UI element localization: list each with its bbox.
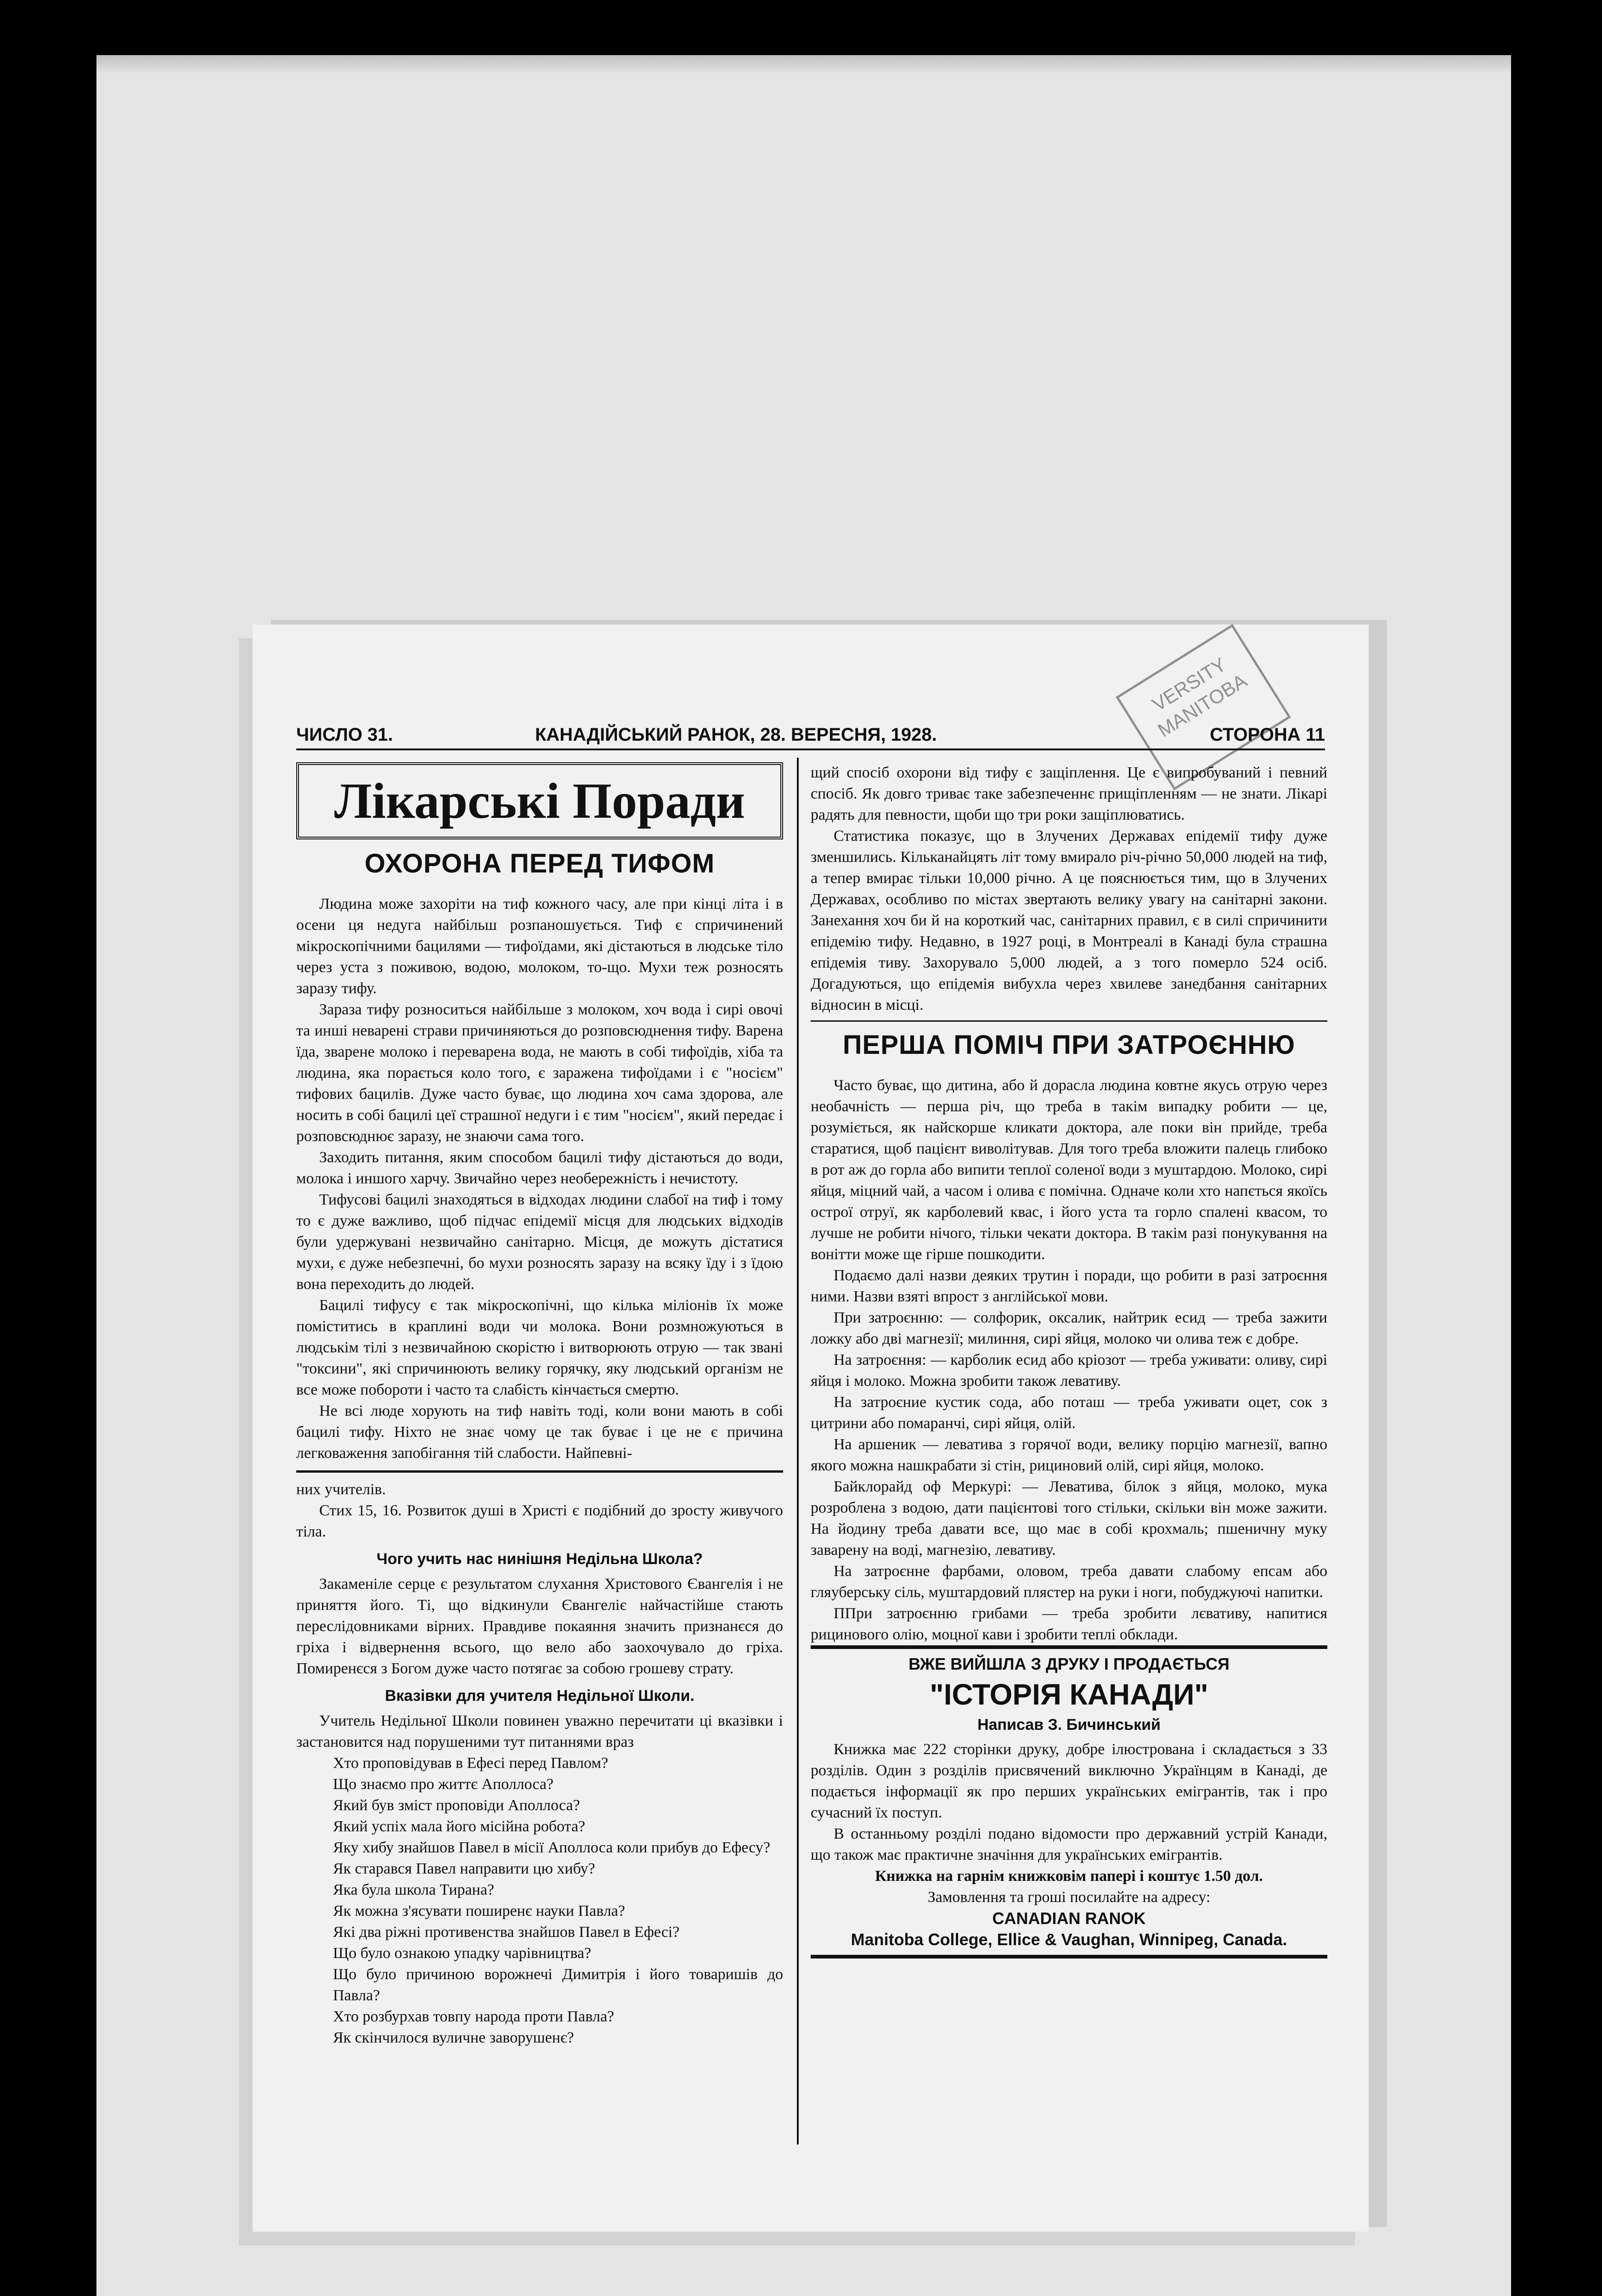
- page-number: СТОРОНА 11: [1210, 725, 1325, 745]
- ad-book-title: "ІСТОРІЯ КАНАДИ": [930, 1678, 1208, 1711]
- ad-kicker: ВЖЕ ВИЙШЛА З ДРУКУ І ПРОДАЄТЬСЯ: [908, 1654, 1230, 1673]
- left-column: [296, 762, 783, 2048]
- ad-order: Замовлення та гроші посилайте на адресу:: [927, 1889, 1211, 1906]
- paragraph: Заходить питання, яким способом бацилі тифу дістаються до води, молока і иншого харчу. Звичайно через необережність і нечистоту.: [296, 1149, 783, 1187]
- section-rule: [296, 1470, 783, 1473]
- ad-price: Книжка на гарнім книжковім папері і коштує 1.50 дол.: [875, 1868, 1263, 1885]
- library-stamp: VERSITY MANITOBA: [1116, 624, 1291, 791]
- paragraph: Тифусові бацилі знаходяться в відходах людини слабої на тиф і тому то є дуже важливо, щоб підчас епідемії місця для людських відходів були удержувані незвичайно санітарно. Місця, де можуть дістатися мухи, є дуже небезпечні, бо мухи розносять заразу на всяку їду і з їдою вона переходить до людей.: [296, 1191, 783, 1293]
- paragraph: Бацилі тифусу є так мікроскопічні, що кілька міліонів їх може поміститись в краплині води чи молока. Вони розмножуються в людськім тілі з незвичайною скорістю і витворюють отрую — так звані "токсини", які спричинюють велику горячку, яку людський організм не все може побороти і часто та слабість кінчається смертю.: [296, 1297, 783, 1398]
- paragraph: Зараза тифу розноситься найбільше з молоком, хоч вода і сирі овочі та инші неварені страви причиняються до розповсюднення тифу. Варена їда, зварене молоко і переварена вода, не мають в собі тифоїдів, хіба та людина, яка порається коло того, є заражена тифоїдами і є "носієм" тифових бацилів. Дуже часто буває, що людина хоч сама здорова, але носить в собі бацилі цеї страшної недуги і є тим "носієм", який передає і розповсюднює заразу, не знаючи сама того.: [296, 1001, 783, 1145]
- paragraph: Подаємо далі назви деяких трутин і поради, що робити в разі затроєння ними. Назви взяті впрост з англійської мови.: [811, 1267, 1327, 1305]
- paragraph: Часто буває, що дитина, або й дорасла людина ковтне якусь отрую через необачність — перша річ, що треба в такім випадку робити — це, розуміється, як найскорше кликати доктора, але поки він прийде, треба старатися, щоб пацієнт виволітував. Для того треба вложити палець глибоко в рот аж до горла або випити теплої соленої води з муштардою. Молоко, сирі яйця, міцний чай, а часом і олива є помічна. Одначе коли хто напється якоїсь острої отруї, як карболевий квас, і його уста та горло спалені квасом, то лучше не робити нічого, тільки чекати доктора. В такім разі понукування на вонітти може ще гірше пошкодити.: [811, 1077, 1327, 1263]
- ad-paragraph: Книжка має 222 сторінки друку, добре ілюстрована і складається з 33 розділів. Один з розділів присвячений виключно Українцям в Канаді, де подається інформації як про перших українських емігрантів, так і про сучасний їх поступ.: [811, 1741, 1327, 1821]
- list-item: Як скінчилося вуличне заворушенє?: [333, 2029, 574, 2046]
- column-divider: [797, 758, 799, 2144]
- verse-text: Стих 15, 16. Розвиток душі в Христі є подібний до зросту живучого тіла.: [296, 1502, 783, 1540]
- paragraph: Людина може захоріти на тиф кожного часу, але при кінці літа і в осени ця недуга найбільш розпаношується. Тиф є спричинений мікроскопічними бацилями — тифоїдами, які дістаються в людське тіло через уста з поживою, водою, молоком, то-що. Мухи теж розносять заразу тифу.: [296, 895, 783, 997]
- list-item: Яку хибу знайшов Павел в місії Аполлоса коли прибув до Ефесу?: [333, 1839, 771, 1856]
- paragraph: Статистика показує, що в Злучених Державах епідемії тифу дуже зменшились. Кільканайцять літ тому вмирало річ-річно 50,000 людей на тиф, а тепер вмирає тільки 10,000 річно. А це пояснюється тим, що в Злучених Державах, особливо по містах звертають велику увагу на санітарні закони. Занехання хоч би й на короткий час, санітарних правил, є в силі спричинити епідемію тифу. Недавно, в 1927 році, в Монтреалі в Канаді була страшна епідемія тиву. Захорувало 5,000 людей, а з того померло 524 осіб. Догадуються, що епідемія вибухла через хвилеве занедбання санітарних відносин в місці.: [811, 827, 1327, 1013]
- section-title: Лікарські Поради: [296, 762, 783, 839]
- aid-title: ПЕРША ПОМІЧ ПРИ ЗАТРОЄННЮ: [842, 1030, 1296, 1060]
- question-title: Чого учить нас нинішня Недільна Школа?: [376, 1550, 703, 1568]
- ad-org: CANADIAN RANOK: [992, 1909, 1146, 1928]
- section-rule: [811, 1020, 1327, 1022]
- list-item: Який був зміст проповіди Аполлоса?: [333, 1797, 580, 1814]
- teacher-title: Вказівки для учителя Недільної Школи.: [385, 1687, 694, 1705]
- paragraph: При затроєнню: — солфорик, оксалик, найтрик есид — треба зажити ложку або дві магнезії; милиння, сирі яйця, молоко чи олива теж є добре.: [811, 1309, 1327, 1347]
- paragraph: Не всі люде хорують на тиф навіть тоді, коли вони мають в собі бацилі тифу. Ніхто не знає чому це так буває і це не є причина легковаження запобігання тій слабости. Найпевні-: [296, 1402, 783, 1462]
- list-item: Яка була школа Тирана?: [333, 1881, 495, 1898]
- paragraph: На затроєние кустик сода, або поташ — треба уживати оцет, сок з цитрини або помаранчі, сирі яйця, олій.: [811, 1394, 1327, 1432]
- paragraph: Учитель Недільної Школи повинен уважно перечитати ці вказівки і застановится над порушеними тут питаннями враз: [296, 1712, 783, 1750]
- list-item: Як можна з'ясувати поширенє науки Павла?: [333, 1902, 625, 1919]
- article-title: ОХОРОНА ПЕРЕД ТИФОМ: [364, 849, 715, 878]
- question-list: [296, 1753, 783, 2048]
- list-item: Що було причиною ворожнечі Димитрія і його товаришів до Павла?: [333, 1966, 783, 2004]
- right-column: [811, 762, 1327, 1958]
- ad-address: Manitoba College, Ellice & Vaughan, Winnipeg, Canada.: [851, 1930, 1287, 1949]
- paragraph: На затроєнне фарбами, оловом, треба давати слабому епсам або гляуберську сіль, муштардовий плястер на руки і ноги, побуджуючі напитки.: [811, 1563, 1327, 1601]
- paragraph: щий спосіб охорони від тифу є защіплення. Це є випробуваний і певний спосіб. Як довго триває таке забезпеченнє прищіпленням — не знати. Лікарі радять для певности, щоби що три роки защіплюватись.: [811, 764, 1327, 823]
- list-item: Що було ознакою упадку чарівництва?: [333, 1945, 592, 1962]
- list-item: Що знаємо про життє Аполлоса?: [333, 1776, 554, 1793]
- paragraph: ППри затроєнню грибами — треба зробити лєвативу, напитися рицинового олію, моцної кави і зробити теплі обклади.: [811, 1605, 1327, 1643]
- list-item: Як старався Павел направити цю хибу?: [333, 1860, 595, 1877]
- ad-paragraph: В останньому розділі подано відомости про державний устрій Канади, що також має практичне значіння для українських емігрантів.: [811, 1825, 1327, 1863]
- continued-text: них учителів.: [296, 1481, 386, 1498]
- book-advertisement: [811, 1645, 1327, 1958]
- paragraph: На аршеник — левативa з горячої води, велику порцію магнезії, вапно якого можна нашкрабати зі стін, рициновий олій, сирі яйця, молоко.: [811, 1436, 1327, 1474]
- newspaper-page: [253, 625, 1369, 2232]
- list-item: Хто розбурхав товпу народа проти Павла?: [333, 2008, 615, 2025]
- ad-author: Написав З. Бичинський: [977, 1716, 1161, 1733]
- list-item: Які два ріжні противенства знайшов Павел в Ефесі?: [333, 1924, 680, 1941]
- paragraph: На затроєння: — карболик есид або кріозот — треба уживати: оливу, сирі яйця і молоко. Можна зробити також левативу.: [811, 1351, 1327, 1390]
- issue-number: ЧИСЛО 31.: [296, 725, 393, 745]
- list-item: Який успіх мала його місійна робота?: [333, 1818, 586, 1835]
- list-item: Хто проповідував в Ефесі перед Павлом?: [333, 1755, 609, 1772]
- masthead: КАНАДІЙСЬКИЙ РАНОК, 28. ВЕРЕСНЯ, 1928.: [535, 725, 937, 745]
- paragraph: Закаменіле серце є результатом слухання Христового Євангелія і не приняття його. Ті, що відкинули Євангеліє найчастійше стають переслідовниками вірних. Правдиве покаяння значить признанєся до гріха і відвернення всього, що вело або заохочувало до гріха. Помиренєся з Богом дуже часто потягає за собою грошеву страту.: [296, 1576, 783, 1677]
- page-header: [296, 721, 1325, 750]
- paragraph: Байклорайд оф Меркурі: — Левативa, білок з яйця, молоко, мука розроблена з водою, дати пацієнтові того стільки, скільки він може зажити. На йодину треба давати все, що має в собі крохмаль; пшеничну муку заварену на воді, магнезію, левативу.: [811, 1478, 1327, 1559]
